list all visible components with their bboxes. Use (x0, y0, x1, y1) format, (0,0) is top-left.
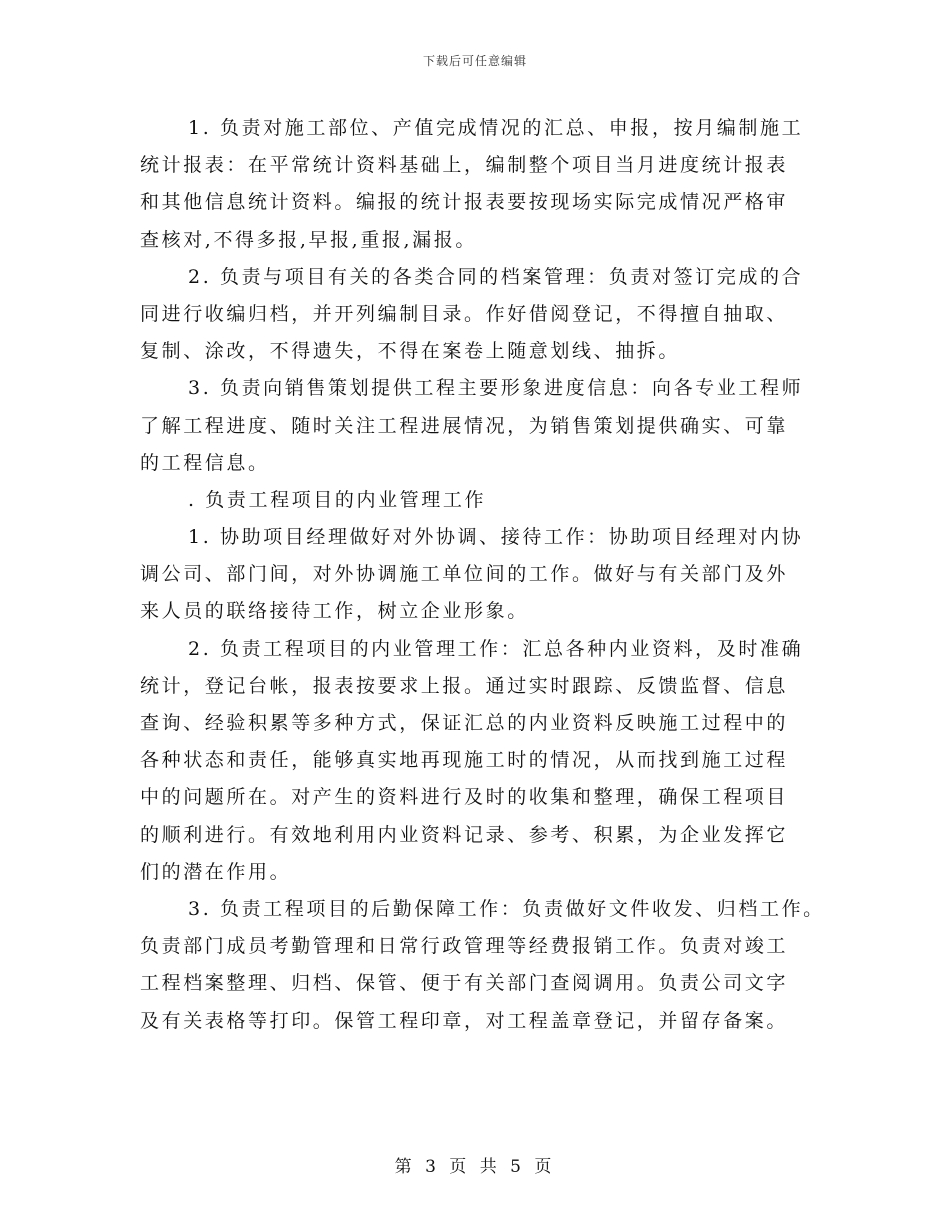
paragraph-2 (140, 259, 820, 371)
paragraph-line: 3. 负责工程项目的后勤保障工作：负责做好文件收发、归档工作。 (188, 897, 825, 920)
paragraph-line: 的顺利进行。有效地利用内业资料记录、参考、积累，为企业发挥它 (140, 823, 789, 846)
paragraph-line: 2. 负责工程项目的内业管理工作：汇总各种内业资料，及时准确 (188, 637, 804, 660)
paragraph-5 (140, 631, 820, 891)
paragraph-line: 们的潜在作用。 (140, 860, 292, 883)
paragraph-line: 的工程信息。 (140, 451, 270, 474)
section-heading-line: . 负责工程项目的内业管理工作 (188, 488, 487, 511)
page-footer: 第 3 页 共 5 页 (394, 1157, 556, 1177)
section-heading (140, 482, 820, 519)
paragraph-line: 同进行收编归档，并开列编制目录。作好借阅登记，不得擅自抽取、 (140, 302, 789, 325)
paragraph-line: 调公司、部门间，对外协调施工单位间的工作。做好与有关部门及外 (140, 563, 789, 586)
paragraph-4 (140, 519, 820, 631)
paragraph-line: 1. 负责对施工部位、产值完成情况的汇总、申报，按月编制施工 (188, 117, 804, 139)
paragraph-3 (140, 370, 820, 482)
paragraph-line: 统计，登记台帐，报表按要求上报。通过实时跟踪、反馈监督、信息 (140, 674, 789, 697)
paragraph-line: 来人员的联络接待工作，树立企业形象。 (140, 600, 529, 623)
paragraph-line: 负责部门成员考勤管理和日常行政管理等经费报销工作。负责对竣工 (140, 935, 789, 958)
page-header: 下载后可任意编辑 (422, 54, 527, 68)
paragraph-line: 及有关表格等打印。保管工程印章，对工程盖章登记，并留存备案。 (140, 1009, 789, 1032)
paragraph-line: 各种状态和责任，能够真实地再现施工时的情况，从而找到施工过程 (140, 749, 789, 772)
paragraph-1 (140, 110, 820, 259)
paragraph-line: 工程档案整理、归档、保管、便于有关部门查阅调用。负责公司文字 (140, 972, 789, 995)
paragraph-line: 中的问题所在。对产生的资料进行及时的收集和整理，确保工程项目 (140, 786, 789, 809)
paragraph-6 (140, 891, 825, 1040)
paragraph-line: 了解工程进度、随时关注工程进展情况，为销售策划提供确实、可靠 (140, 414, 789, 437)
paragraph-line: 统计报表：在平常统计资料基础上，编制整个项目当月进度统计报表 (140, 154, 789, 177)
paragraph-line: 查核对,不得多报,早报,重报,漏报。 (140, 228, 477, 251)
paragraph-line: 和其他信息统计资料。编报的统计报表要按现场实际完成情况严格审 (140, 191, 789, 214)
paragraph-line: 3. 负责向销售策划提供工程主要形象进度信息：向各专业工程师 (188, 377, 804, 400)
paragraph-line: 2. 负责与项目有关的各类合同的档案管理：负责对签订完成的合 (188, 265, 804, 288)
paragraph-line: 复制、涂改，不得遗失，不得在案卷上随意划线、抽拆。 (140, 340, 681, 363)
paragraph-line: 查询、经验积累等多种方式，保证汇总的内业资料反映施工过程中的 (140, 712, 789, 734)
document-body (140, 110, 825, 1040)
paragraph-line: 1. 协助项目经理做好对外协调、接待工作：协助项目经理对内协 (188, 526, 804, 549)
